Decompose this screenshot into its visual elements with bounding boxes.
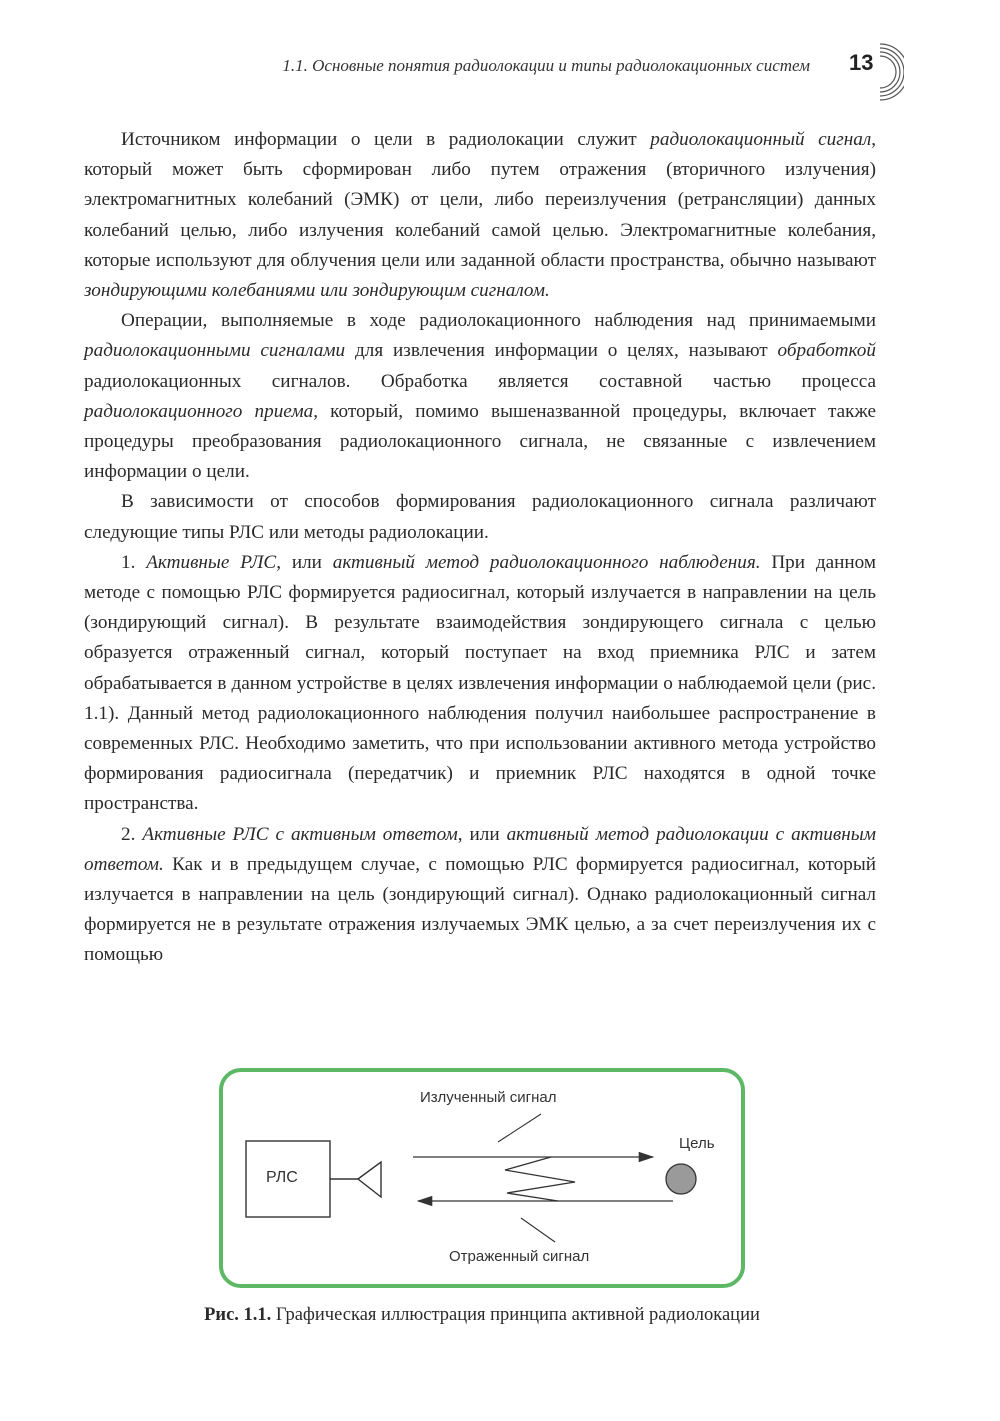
italic-term: Активные РЛС с активным ответом [142, 823, 458, 845]
radar-label: РЛС [266, 1169, 298, 1186]
text-run: для извлечения информации о целях, называют [345, 340, 778, 362]
paragraph [84, 820, 876, 971]
italic-term: радиолокационными сигналами [84, 340, 346, 362]
page-header [0, 40, 1000, 100]
italic-term: радиолокационного приема [84, 400, 314, 422]
reflected-leader [521, 1218, 555, 1242]
italic-term: радиолокационный сигнал [650, 129, 872, 150]
paragraph [84, 487, 876, 547]
text-run: Как и в предыдущем случае, с помощью РЛС формируется радиосигнал, который излучается в направлении на цель (зондирующий сигнал). Однако радиолокационный сигнал формируется не в результате отражения излучаемых ЭМК целью, а за счет переизлучения их с помощью [84, 853, 876, 966]
text-run: 1. [121, 551, 147, 573]
italic-term: Активные РЛС [146, 551, 277, 573]
emitted-leader [498, 1114, 541, 1142]
wave-zigzag [505, 1157, 575, 1201]
reflected-signal-label: Отраженный сигнал [449, 1248, 590, 1265]
text-run: , или [276, 551, 333, 573]
text-run: 2. [121, 823, 143, 845]
running-title: 1.1. Основные понятия радиолокации и типы радиолокационных систем [282, 56, 810, 75]
italic-term: зондирующими колебаниями или зондирующим сигналом. [84, 280, 550, 302]
emitted-signal-label: Излученный сигнал [420, 1089, 557, 1106]
antenna-horn [358, 1162, 381, 1197]
target-icon [666, 1164, 696, 1194]
italic-term: активный метод радиолокации с активным ответом. [84, 823, 876, 875]
text-run: В зависимости от способов формирования радиолокационного сигнала различают следующие типы РЛС или методы радиолокации. [84, 491, 876, 543]
target-label: Цель [679, 1135, 715, 1152]
paragraph [84, 125, 876, 306]
italic-term: обработкой [777, 340, 876, 362]
caption-number: Рис. 1.1. [204, 1305, 272, 1325]
page-number: 13 [849, 50, 874, 75]
caption-text: Графическая иллюстрация принципа активной радиолокации [271, 1305, 760, 1325]
text-run: , который может быть сформирован либо путем отражения (вторичного излучения) электромагнитных колебаний (ЭМК) от цели, либо переизлучения (ретрансляции) данных колебаний целью, либо излучения колебаний самой целью. Электромагнитные колебания, которые используют для облучения цели или заданной области пространства, обычно называют [84, 129, 876, 271]
body-text [84, 125, 876, 971]
text-run: При данном методе с помощью РЛС формируется радиосигнал, который излучается в направлении на цель (зондирующий сигнал). В результате взаимодействия зондирующего сигнала с целью образуется отраженный сигнал, который поступает на вход приемника РЛС и затем обрабатывается в данном устройстве в целях извлечения информации о наблюдаемой цели (рис. 1.1). Данный метод радиолокационного наблюдения получил наибольшее распространение в современных РЛС. Необходимо заметить, что при использовании активного метода устройство формирования радиосигнала (передатчик) и приемник РЛС находятся в одной точке пространства. [84, 551, 877, 815]
italic-term: активный метод радиолокационного наблюдения. [332, 551, 761, 573]
paragraph [84, 548, 876, 820]
figure-active-radar [219, 1068, 745, 1288]
text-run: Операции, выполняемые в ходе радиолокационного наблюдения над принимаемыми [121, 310, 876, 332]
text-run: радиолокационных сигналов. Обработка является составной частью процесса [84, 370, 876, 392]
text-run: , который, помимо вышеназванной процедуры, включает также процедуры преобразования радиолокационного сигнала, не связанные с извлечением информации о цели. [84, 400, 876, 483]
text-run: , или [457, 823, 507, 845]
paragraph [84, 306, 876, 487]
text-run: Источником информации о цели в радиолокации служит [121, 129, 651, 150]
figure-caption [0, 1305, 964, 1326]
